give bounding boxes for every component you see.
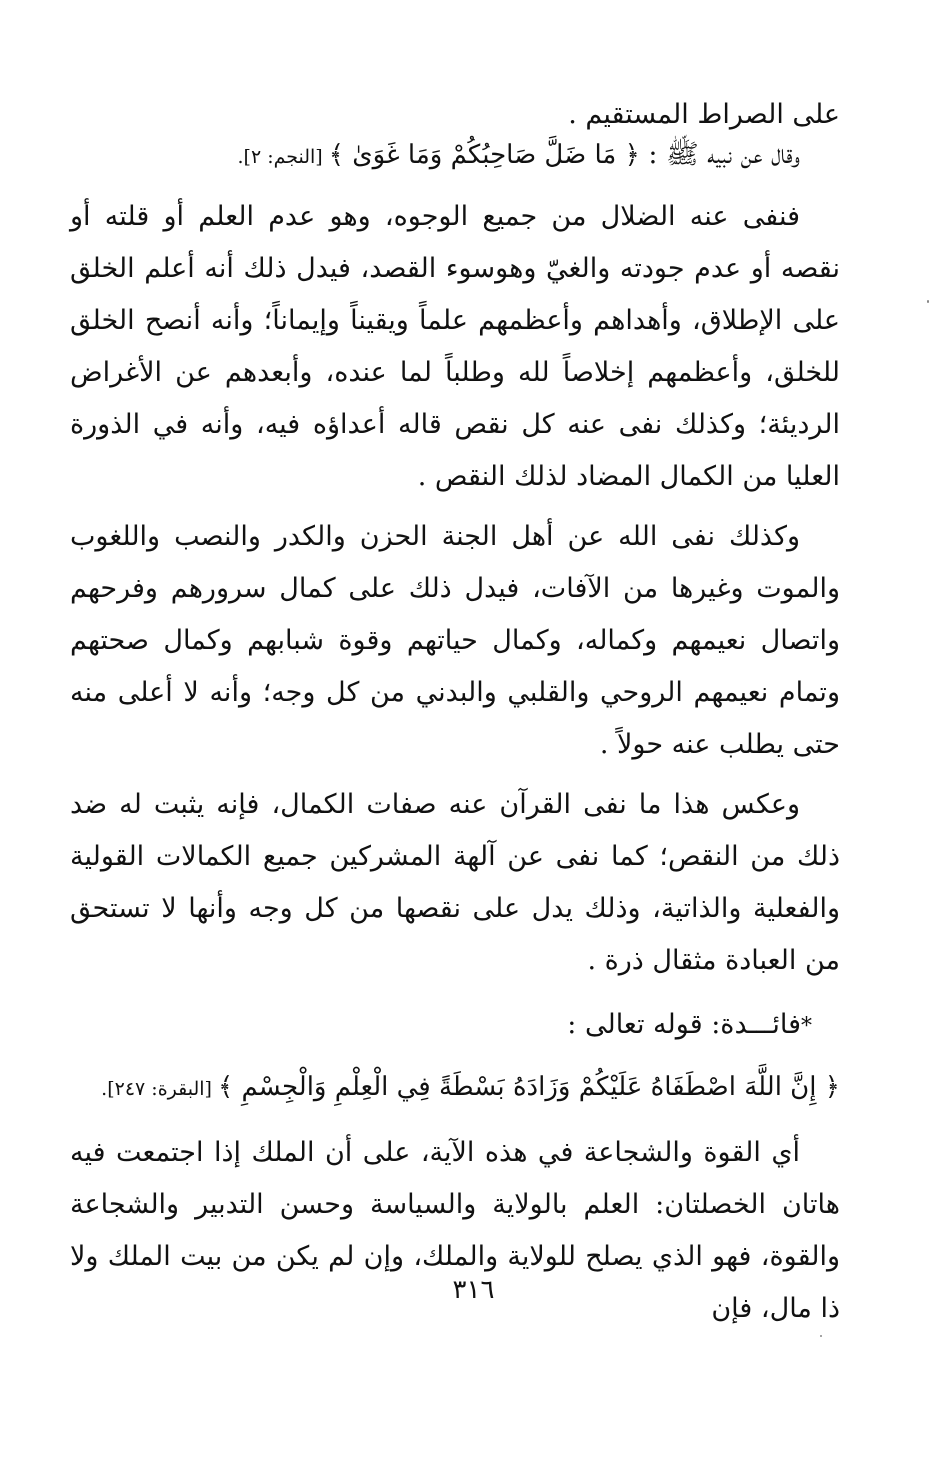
paragraph-2: وكذلك نفى الله عن أهل الجنة الحزن والكدر والنصب واللغوب والموت وغيرها من الآفات، فيدل ذلك على كمال سرورهم وفرحهم واتصال نعيمهم وكماله، وكمال حياتهم وقوة شبابهم وكمال صحتهم وتمام نعيمهم الروحي والقلبي والبدني من كل وجه؛ وأنه لا أعلى منه حتى يطلب عنه حولاً .: [70, 521, 840, 760]
line-prophet-verse: [70, 135, 840, 177]
line-opening: على الصراط المستقيم .: [568, 99, 840, 130]
page-number: ٣١٦: [452, 1275, 495, 1305]
verse-reference-najm: [النجم: ٢].: [237, 146, 329, 168]
faida-label: فائـــدة: قوله تعالى :: [567, 1009, 801, 1040]
scan-speck: [820, 1335, 822, 1337]
paragraph-3: وعكس هذا ما نفى القرآن عنه صفات الكمال، فإنه يثبت له ضد ذلك من النقص؛ كما نفى عن آلهة المشركين جميع الكمالات القولية والفعلية والذاتية، وذلك يدل على نقصها من كل وجه وأنها لا تستحق من العبادة مثقال ذرة .: [70, 789, 840, 976]
faida-heading: [70, 1001, 840, 1051]
quran-verse-baqarah-line: [70, 1063, 840, 1113]
scan-speck: [927, 300, 929, 303]
verse-intro: وقال عن نبيه ﷺ :: [639, 139, 800, 170]
paragraph-1: فنفى عنه الضلال من جميع الوجوه، وهو عدم العلم أو قلته أو نقصه أو عدم جودته والغيّ وهوسوء القصد، فيدل ذلك أنه أعلم الخلق على الإطلاق، وأهداهم وأعظمهم علماً ويقيناً وإيماناً؛ وأنه أنصح الخلق للخلق، وأعظمهم إخلاصاً لله وطلباً لما عنده، وأبعدهم عن الأغراض الرديئة؛ وكذلك نفى عنه كل نقص قاله أعداؤه فيه، وأنه في الذورة العليا من الكمال المضاد لذلك النقص .: [70, 201, 840, 492]
page-body: [70, 95, 840, 1343]
verse-reference-baqarah: [البقرة: ٢٤٧].: [101, 1078, 218, 1100]
asterisk-icon: *: [801, 1014, 812, 1039]
quran-verse-baqarah: ﴿ إِنَّ اللَّهَ اصْطَفَاهُ عَلَيْكُمْ وَزَادَهُ بَسْطَةً فِي الْعِلْمِ وَالْجِسْمِ ﴾: [218, 1072, 840, 1102]
quran-verse-najm: ﴿ مَا ضَلَّ صَاحِبُكُمْ وَمَا غَوَىٰ ﴾: [328, 140, 640, 170]
paragraph-4: أي القوة والشجاعة في هذه الآية، على أن الملك إذا اجتمعت فيه هاتان الخصلتان: العلم بالولاية والسياسة وحسن التدبير والشجاعة والقوة، فهو الذي يصلح للولاية والملك، وإن لم يكن من بيت الملك ولا ذا مال، فإن: [70, 1137, 840, 1324]
